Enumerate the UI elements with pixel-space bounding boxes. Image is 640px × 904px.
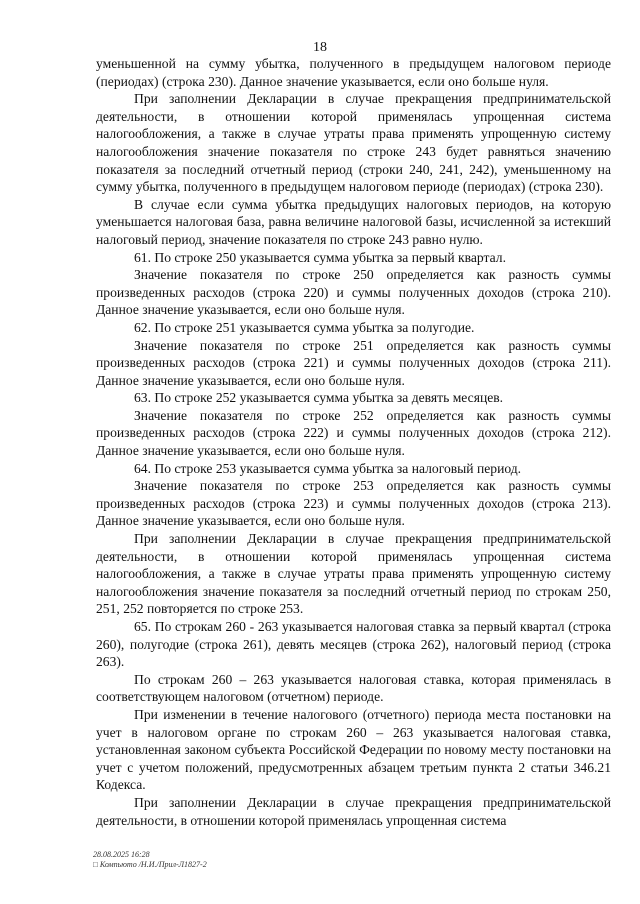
paragraph: уменьшенной на сумму убытка, полученного в предыдущем налоговом периоде (периодах) (строка 230). Данное значение указывается, если оно больше нуля. <box>96 56 611 89</box>
paragraph: Значение показателя по строке 253 определяется как разность суммы произведенных расходов (строка 223) и суммы полученных доходов (строка 213). Данное значение указывается, если оно больше нуля. <box>96 478 611 529</box>
footer-date: 28.08.2025 16:28 <box>93 850 150 859</box>
paragraph: При заполнении Декларации в случае прекращения предпринимательской деятельности, в отношении которой применялась упрощенная система <box>96 794 611 828</box>
paragraph: 61. По строке 250 указывается сумма убытка за первый квартал. <box>134 249 506 265</box>
paragraph: Значение показателя по строке 252 определяется как разность суммы произведенных расходов (строка 222) и суммы полученных доходов (строка 212). Данное значение указывается, если оно больше нуля. <box>96 407 611 459</box>
paragraph: В случае если сумма убытка предыдущих налоговых периодов, на которую уменьшается налоговая база, равна величине налоговой базы, исчисленной за истекший налоговый период, значение показателя по строке 243 равно нулю. <box>96 196 611 247</box>
paragraph: Значение показателя по строке 250 определяется как разность суммы произведенных расходов (строка 220) и суммы полученных доходов (строка 210). Данное значение указывается, если оно больше нуля. <box>96 267 611 318</box>
page-number: 18 <box>313 40 327 55</box>
paragraph: 65. По строкам 260 - 263 указывается налоговая ставка за первый квартал (строка 260), полугодие (строка 261), девять месяцев (строка 262), налоговый период (строка 263). <box>96 619 611 670</box>
paragraph: При изменении в течение налогового (отчетного) периода места постановки на учет в налоговом органе по строкам 260 – 263 указывается налоговая ставка, установленная законом субъекта Российской Федерации по новому месту постановки на учет с учетом положений, предусмотренных абзацем третьим пункта 2 статьи 346.21 Кодекса. <box>96 706 611 793</box>
footer-note: □ Компьюто /Н.И./Прил-Л1827-2 <box>93 860 207 869</box>
paragraph: 63. По строке 252 указывается сумма убытка за девять месяцев. <box>134 390 504 406</box>
paragraph: Значение показателя по строке 251 определяется как разность суммы произведенных расходов (строка 221) и суммы полученных доходов (строка 211). Данное значение указывается, если оно больше нуля. <box>96 337 611 388</box>
paragraph: 64. По строке 253 указывается сумма убытка за налоговый период. <box>134 460 522 476</box>
document-body <box>96 55 611 829</box>
paragraph: При заполнении Декларации в случае прекращения предпринимательской деятельности, в отношении которой применялась упрощенная система налогообложения, а также в случае утраты права применять упрощенную систему налогообложения значение показателя по строке 243 будет равняться значению показателя за последний отчетный период (строки 240, 241, 242), уменьшенному на сумму убытка, полученного в предыдущем налоговом периоде (периодах) (строка 230). <box>96 91 611 195</box>
paragraph: При заполнении Декларации в случае прекращения предпринимательской деятельности, в отношении которой применялась упрощенная система налогообложения, а также в случае утраты права применять упрощенную систему налогообложения значение показателя за последний отчетный период по строкам 250, 251, 252 повторяется по строке 253. <box>96 531 611 617</box>
page-footer <box>93 850 207 870</box>
paragraph: По строкам 260 – 263 указывается налоговая ставка, которая применялась в соответствующем налоговом (отчетном) периоде. <box>96 671 611 705</box>
paragraph: 62. По строке 251 указывается сумма убытка за полугодие. <box>134 319 475 335</box>
